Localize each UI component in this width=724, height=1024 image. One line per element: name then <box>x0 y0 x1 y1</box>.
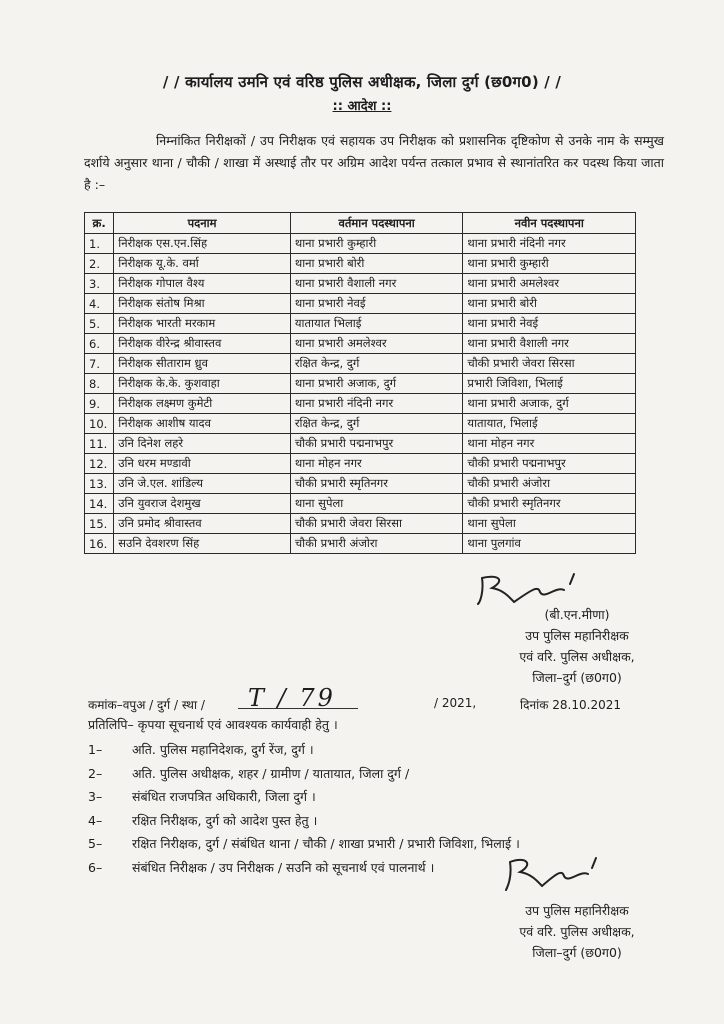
cell-new-posting: प्रभारी जिविशा, भिलाई <box>463 374 636 394</box>
cell-current-posting: चौकी प्रभारी अंजोरा <box>290 534 463 554</box>
copy-list-item <box>88 785 648 809</box>
order-heading-text: :: आदेश :: <box>332 99 392 114</box>
copy-item-number: 5– <box>88 836 103 851</box>
cell-sn: 4. <box>85 294 114 314</box>
table-row <box>85 534 636 554</box>
cell-new-posting: थाना प्रभारी अमलेश्वर <box>463 274 636 294</box>
cell-sn: 3. <box>85 274 114 294</box>
cell-designation: निरीक्षक संतोष मिश्रा <box>114 294 291 314</box>
table-row <box>85 274 636 294</box>
cell-sn: 9. <box>85 394 114 414</box>
cell-sn: 15. <box>85 514 114 534</box>
cell-current-posting: थाना प्रभारी नेवई <box>290 294 463 314</box>
cell-new-posting: चौकी प्रभारी स्मृतिनगर <box>463 494 636 514</box>
table-row <box>85 454 636 474</box>
table-row <box>85 234 636 254</box>
signature-1-drawing <box>474 568 614 608</box>
cell-designation: उनि युवराज देशमुख <box>114 494 291 514</box>
intro-paragraph <box>84 130 664 196</box>
cell-designation: निरीक्षक गोपाल वैश्य <box>114 274 291 294</box>
intro-text: निम्नांकित निरीक्षकों / उप निरीक्षक एवं सहायक उप निरीक्षक को प्रशासनिक दृष्टिकोण से उनके नाम के सम्मुख दर्शाये अनुसार थाना / चौकी / शाखा में अस्थाई तौर पर अग्रिम आदेश पर्यन्त तत्काल प्रभाव से स्थानांतरित कर पदस्थ किया जाता है :– <box>84 133 664 192</box>
cell-current-posting: थाना सुपेला <box>290 494 463 514</box>
table-row <box>85 494 636 514</box>
copy-item-number: 6– <box>88 859 103 875</box>
cell-current-posting: थाना प्रभारी वैशाली नगर <box>290 274 463 294</box>
table-row <box>85 374 636 394</box>
table-row <box>85 514 636 534</box>
table-row <box>85 394 636 414</box>
cell-designation: निरीक्षक वीरेन्द्र श्रीवास्तव <box>114 334 291 354</box>
cell-designation: सउनि देवशरण सिंह <box>114 534 291 554</box>
copy-list-item <box>88 809 648 833</box>
cell-sn: 10. <box>85 414 114 434</box>
cell-current-posting: रक्षित केन्द्र, दुर्ग <box>290 414 463 434</box>
cell-new-posting: थाना प्रभारी अजाक, दुर्ग <box>463 394 636 414</box>
cell-sn: 16. <box>85 534 114 554</box>
cell-designation: उनि धरम मण्डावी <box>114 454 291 474</box>
cell-sn: 11. <box>85 434 114 454</box>
copy-item-number: 2– <box>88 765 103 781</box>
cell-current-posting: थाना प्रभारी अमलेश्वर <box>290 334 463 354</box>
cell-sn: 14. <box>85 494 114 514</box>
cell-current-posting: थाना प्रभारी कुम्हारी <box>290 234 463 254</box>
cell-new-posting: चौकी प्रभारी अंजोरा <box>463 474 636 494</box>
office-title: / / कार्यालय उमनि एवं वरिष्ठ पुलिस अधीक्षक, जिला दुर्ग (छ0ग0) / / <box>162 73 562 91</box>
cell-new-posting: थाना प्रभारी नेवई <box>463 314 636 334</box>
cell-sn: 13. <box>85 474 114 494</box>
cell-new-posting: थाना पुलगांव <box>463 534 636 554</box>
table-row <box>85 354 636 374</box>
cell-designation: निरीक्षक के.के. कुशवाहा <box>114 374 291 394</box>
cell-sn: 2. <box>85 254 114 274</box>
table-row <box>85 334 636 354</box>
cell-current-posting: यातायात भिलाई <box>290 314 463 334</box>
signatory-name: (बी.एन.मीणा) <box>544 607 610 622</box>
cell-new-posting: थाना प्रभारी वैशाली नगर <box>463 334 636 354</box>
signatory-designation: उप पुलिस महानिरीक्षक <box>525 903 629 918</box>
reference-line <box>88 684 648 714</box>
header-designation: पदनाम <box>114 213 291 234</box>
signatory-block-2 <box>452 900 702 963</box>
cell-current-posting: रक्षित केन्द्र, दुर्ग <box>290 354 463 374</box>
copy-intro: प्रतिलिपि– कृपया सूचनार्थ एवं आवश्यक कार्यवाही हेतु । <box>88 717 338 732</box>
cell-current-posting: चौकी प्रभारी स्मृतिनगर <box>290 474 463 494</box>
cell-current-posting: चौकी प्रभारी जेवरा सिरसा <box>290 514 463 534</box>
cell-sn: 5. <box>85 314 114 334</box>
table-row <box>85 294 636 314</box>
cell-new-posting: थाना सुपेला <box>463 514 636 534</box>
copy-item-number: 3– <box>88 789 103 804</box>
table-header-row <box>85 213 636 234</box>
order-heading <box>0 96 724 114</box>
cell-designation: निरीक्षक भारती मरकाम <box>114 314 291 334</box>
signatory-designation-2: एवं वरि. पुलिस अधीक्षक, <box>519 649 635 664</box>
cell-sn: 12. <box>85 454 114 474</box>
cell-new-posting: थाना प्रभारी कुम्हारी <box>463 254 636 274</box>
header-new-posting: नवीन पदस्थापना <box>463 213 636 234</box>
signatory-designation: उप पुलिस महानिरीक्षक <box>525 628 629 643</box>
cell-designation: निरीक्षक सीताराम ध्रुव <box>114 354 291 374</box>
cell-current-posting: थाना प्रभारी अजाक, दुर्ग <box>290 374 463 394</box>
table-body <box>85 234 636 554</box>
signature-2 <box>500 850 620 894</box>
cell-sn: 6. <box>85 334 114 354</box>
cell-new-posting: यातायात, भिलाई <box>463 414 636 434</box>
copy-item-number: 1– <box>88 742 103 757</box>
signatory-block-1 <box>452 604 702 688</box>
copy-item-number: 4– <box>88 812 103 828</box>
signature-1 <box>474 568 614 608</box>
reference-year: / 2021, <box>434 696 477 710</box>
table-row <box>85 314 636 334</box>
copy-item-text: रक्षित निरीक्षक, दुर्ग / संबंधित थाना / चौकी / शाखा प्रभारी / प्रभारी जिविशा, भिलाई । <box>132 836 520 851</box>
header-current-posting: वर्तमान पदस्थापना <box>290 213 463 234</box>
copy-item-text: अति. पुलिस महानिदेशक, दुर्ग रेंज, दुर्ग । <box>132 742 314 757</box>
copy-item-text: रक्षित निरीक्षक, दुर्ग को आदेश पुस्त हेतु । <box>132 812 318 828</box>
cell-new-posting: थाना प्रभारी नंदिनी नगर <box>463 234 636 254</box>
reference-number-handwritten: T / 79 <box>248 684 336 712</box>
table-row <box>85 254 636 274</box>
cell-current-posting: थाना प्रभारी बोरी <box>290 254 463 274</box>
cell-current-posting: थाना मोहन नगर <box>290 454 463 474</box>
copy-item-text: संबंधित निरीक्षक / उप निरीक्षक / सउनि को सूचनार्थ एवं पालनार्थ । <box>132 859 435 875</box>
transfer-table <box>84 212 636 554</box>
cell-sn: 7. <box>85 354 114 374</box>
cell-designation: उनि दिनेश लहरे <box>114 434 291 454</box>
cell-sn: 8. <box>85 374 114 394</box>
signatory-designation-2: एवं वरि. पुलिस अधीक्षक, <box>519 924 635 939</box>
header-sn: क्र. <box>85 213 114 234</box>
cell-designation: उनि प्रमोद श्रीवास्तव <box>114 514 291 534</box>
cell-designation: निरीक्षक आशीष यादव <box>114 414 291 434</box>
cell-sn: 1. <box>85 234 114 254</box>
signature-2-drawing <box>500 850 620 894</box>
table-row <box>85 474 636 494</box>
copy-item-text: अति. पुलिस अधीक्षक, शहर / ग्रामीण / यातायात, जिला दुर्ग / <box>132 765 410 781</box>
copy-list-item <box>88 762 648 786</box>
copy-item-text: संबंधित राजपत्रित अधिकारी, जिला दुर्ग । <box>132 789 316 804</box>
cell-designation: निरीक्षक लक्ष्मण कुमेटी <box>114 394 291 414</box>
cell-new-posting: चौकी प्रभारी पद्मनाभपुर <box>463 454 636 474</box>
copy-list-item <box>88 738 648 762</box>
table-row <box>85 434 636 454</box>
cell-new-posting: थाना मोहन नगर <box>463 434 636 454</box>
cell-current-posting: थाना प्रभारी नंदिनी नगर <box>290 394 463 414</box>
cell-new-posting: थाना प्रभारी बोरी <box>463 294 636 314</box>
cell-designation: निरीक्षक यू.के. वर्मा <box>114 254 291 274</box>
cell-designation: उनि जे.एल. शांडिल्य <box>114 474 291 494</box>
reference-prefix: कमांक–वपुअ / दुर्ग / स्था / <box>88 698 205 712</box>
cell-new-posting: चौकी प्रभारी जेवरा सिरसा <box>463 354 636 374</box>
reference-date: दिनांक 28.10.2021 <box>520 698 621 712</box>
signatory-district: जिला–दुर्ग (छ0ग0) <box>532 670 622 685</box>
reference-underline <box>238 708 358 709</box>
signatory-district: जिला–दुर्ग (छ0ग0) <box>532 945 622 960</box>
table-row <box>85 414 636 434</box>
cell-current-posting: चौकी प्रभारी पद्मनाभपुर <box>290 434 463 454</box>
cell-designation: निरीक्षक एस.एन.सिंह <box>114 234 291 254</box>
